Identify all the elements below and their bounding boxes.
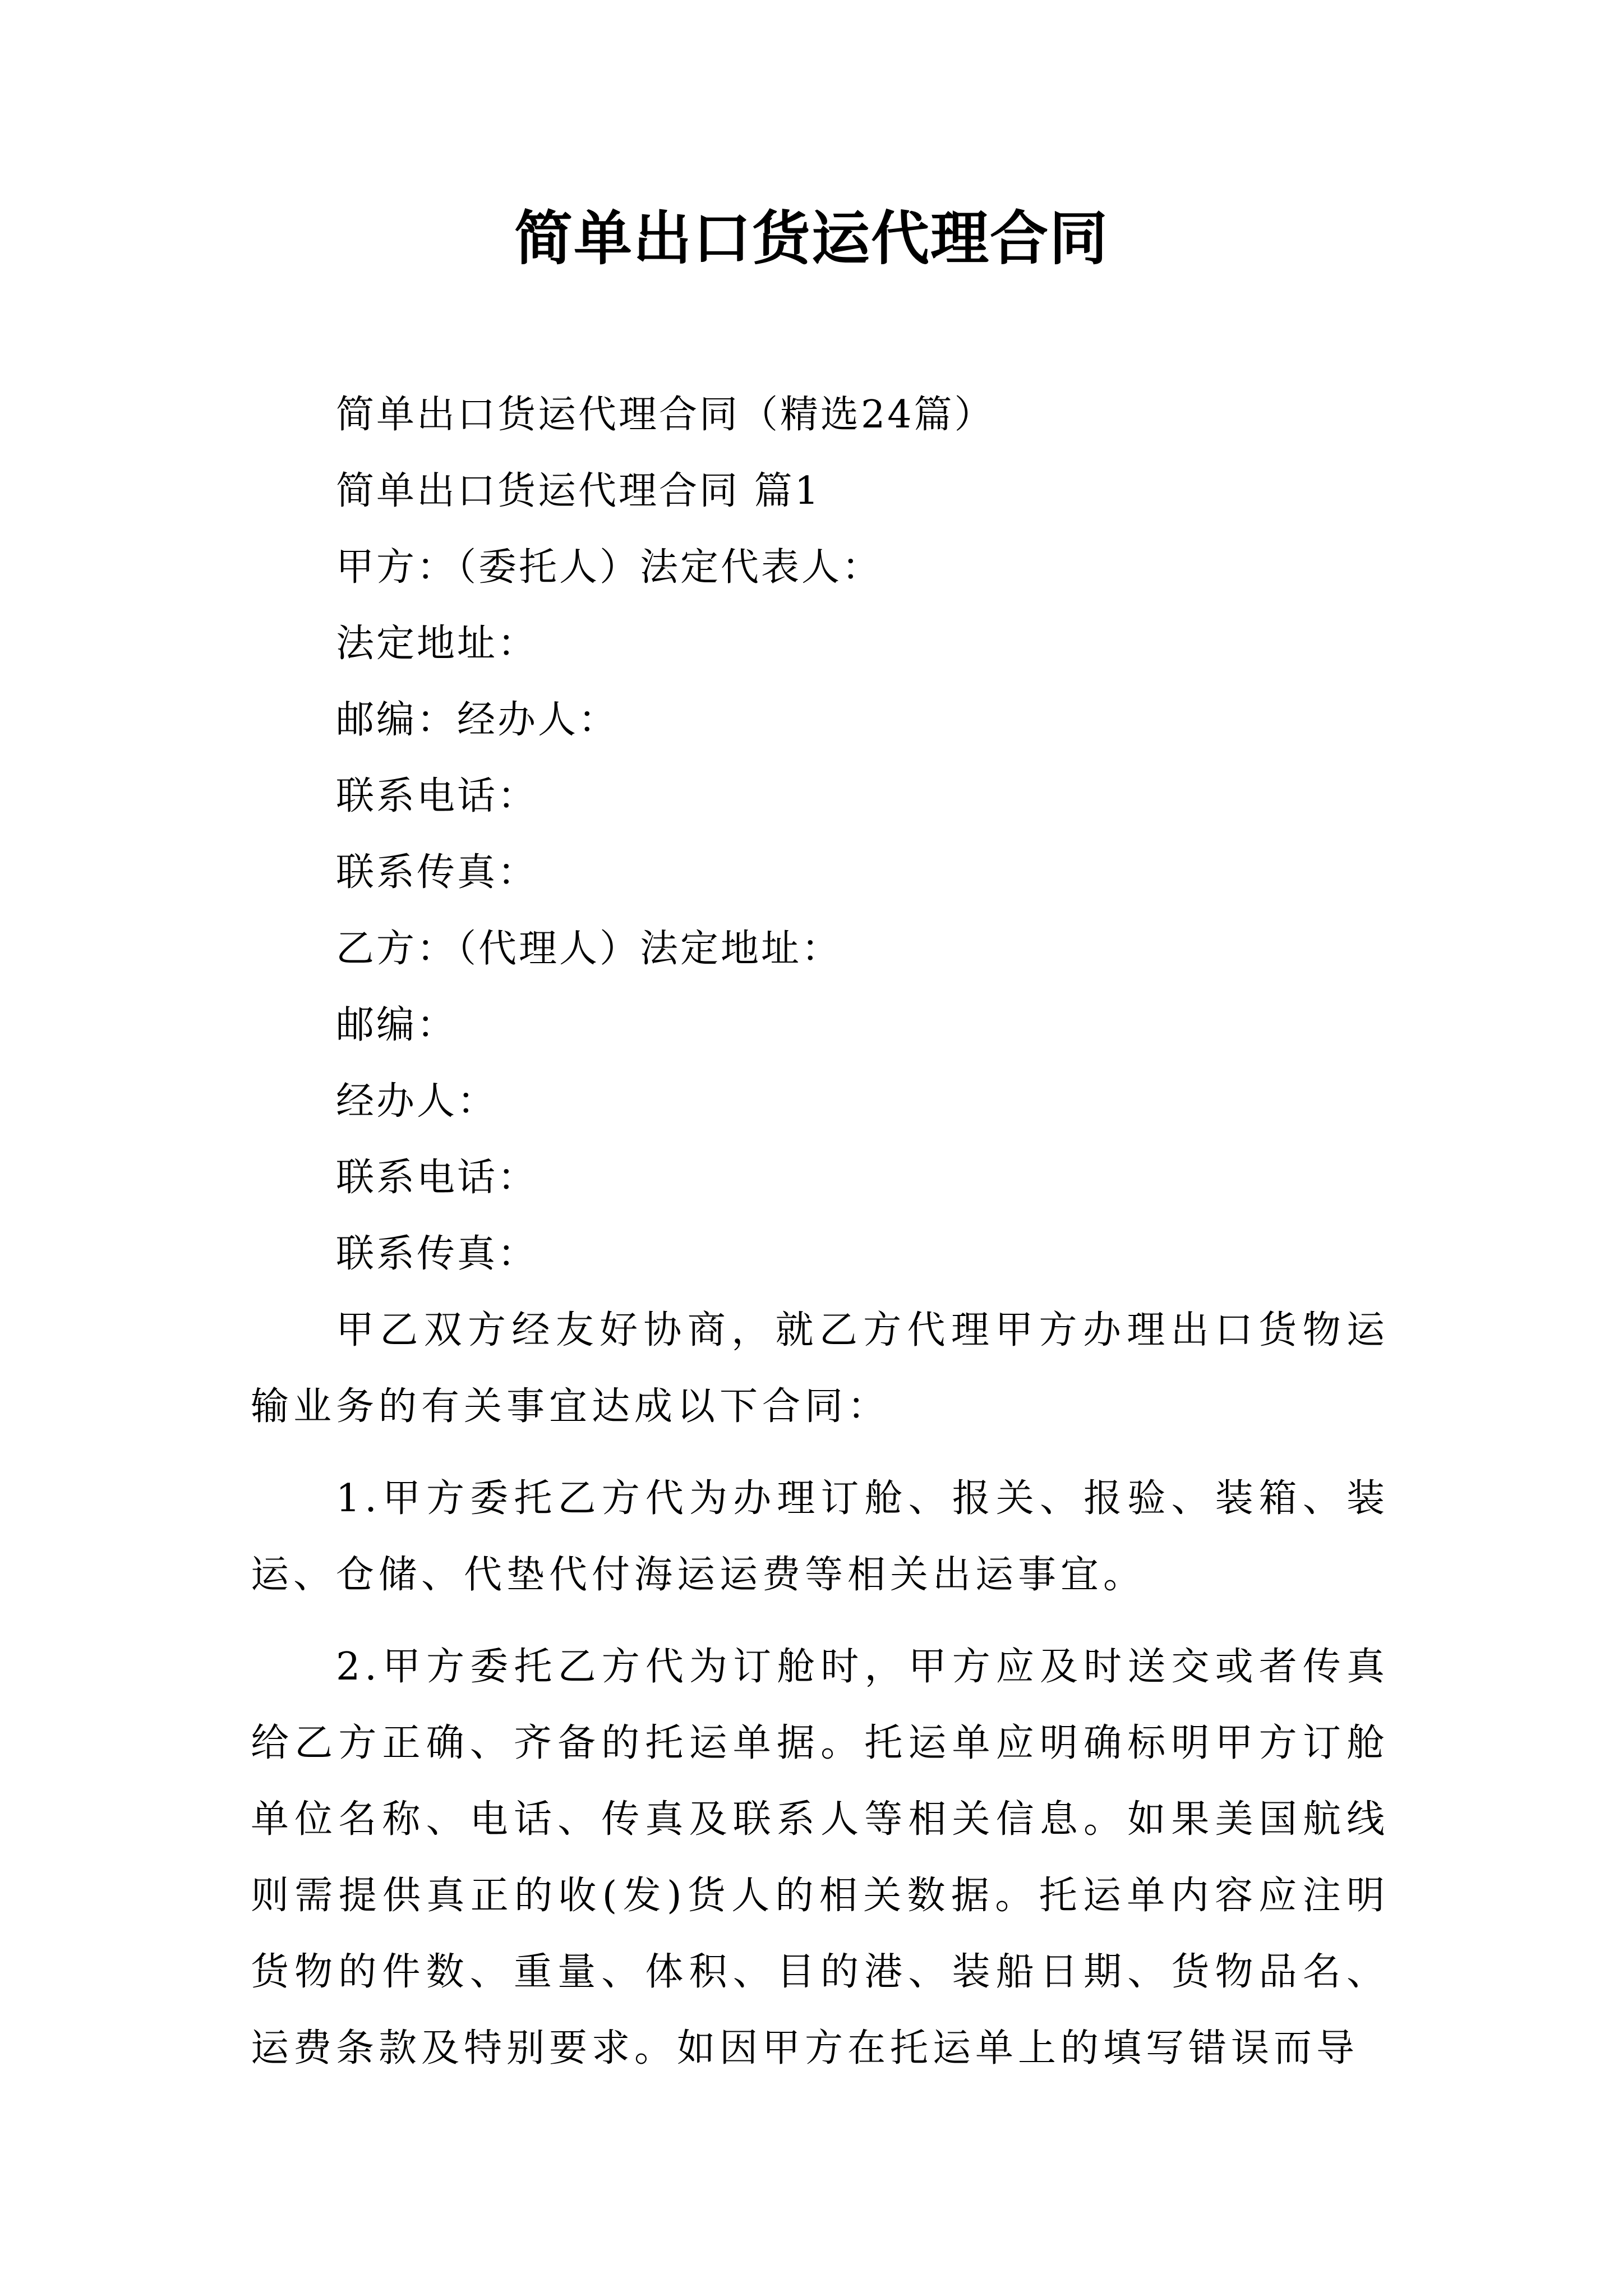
party-a-fax: 联系传真： (336, 850, 538, 895)
document-title: 简单出口货运代理合同 (514, 204, 1109, 273)
party-b-postcode: 邮编： (336, 1003, 458, 1047)
party-b-fax: 联系传真： (336, 1232, 538, 1276)
section-heading: 简单出口货运代理合同 篇1 (336, 469, 821, 513)
party-b-agent: 经办人： (336, 1079, 498, 1124)
intro-paragraph: 甲乙双方经友好协商，就乙方代理甲方办理出口货物运输业务的有关事宜达成以下合同： (251, 1308, 1389, 1429)
paragraph-gap (251, 1613, 1389, 1629)
party-a-phone: 联系电话： (336, 774, 538, 818)
party-a-postcode-agent: 邮编：经办人： (336, 698, 619, 742)
party-a-address: 法定地址： (336, 622, 538, 666)
party-a-line: 甲方：（委托人）法定代表人： (336, 545, 883, 590)
party-b-phone: 联系电话： (336, 1156, 538, 1200)
document-body (251, 377, 1389, 2087)
clause-2-paragraph: 2.甲方委托乙方代为订舱时，甲方应及时送交或者传真给乙方正确、齐备的托运单据。托运单应明确标明甲方订舱单位名称、电话、传真及联系人等相关信息。如果美国航线则需提供真正的收(发)货人的相关数据。托运单内容应注明货物的件数、重量、体积、目的港、装船日期、货物品名、运费条款及特别要求。如因甲方在托运单上的填写错误而导 (251, 1645, 1389, 2070)
paragraph-gap (251, 1445, 1389, 1461)
clause-1-paragraph: 1.甲方委托乙方代为办理订舱、报关、报验、装箱、装运、仓储、代垫代付海运运费等相关出运事宜。 (251, 1476, 1389, 1597)
subtitle-line: 简单出口货运代理合同（精选24篇） (336, 393, 995, 437)
party-b-line: 乙方：（代理人）法定地址： (336, 927, 842, 971)
